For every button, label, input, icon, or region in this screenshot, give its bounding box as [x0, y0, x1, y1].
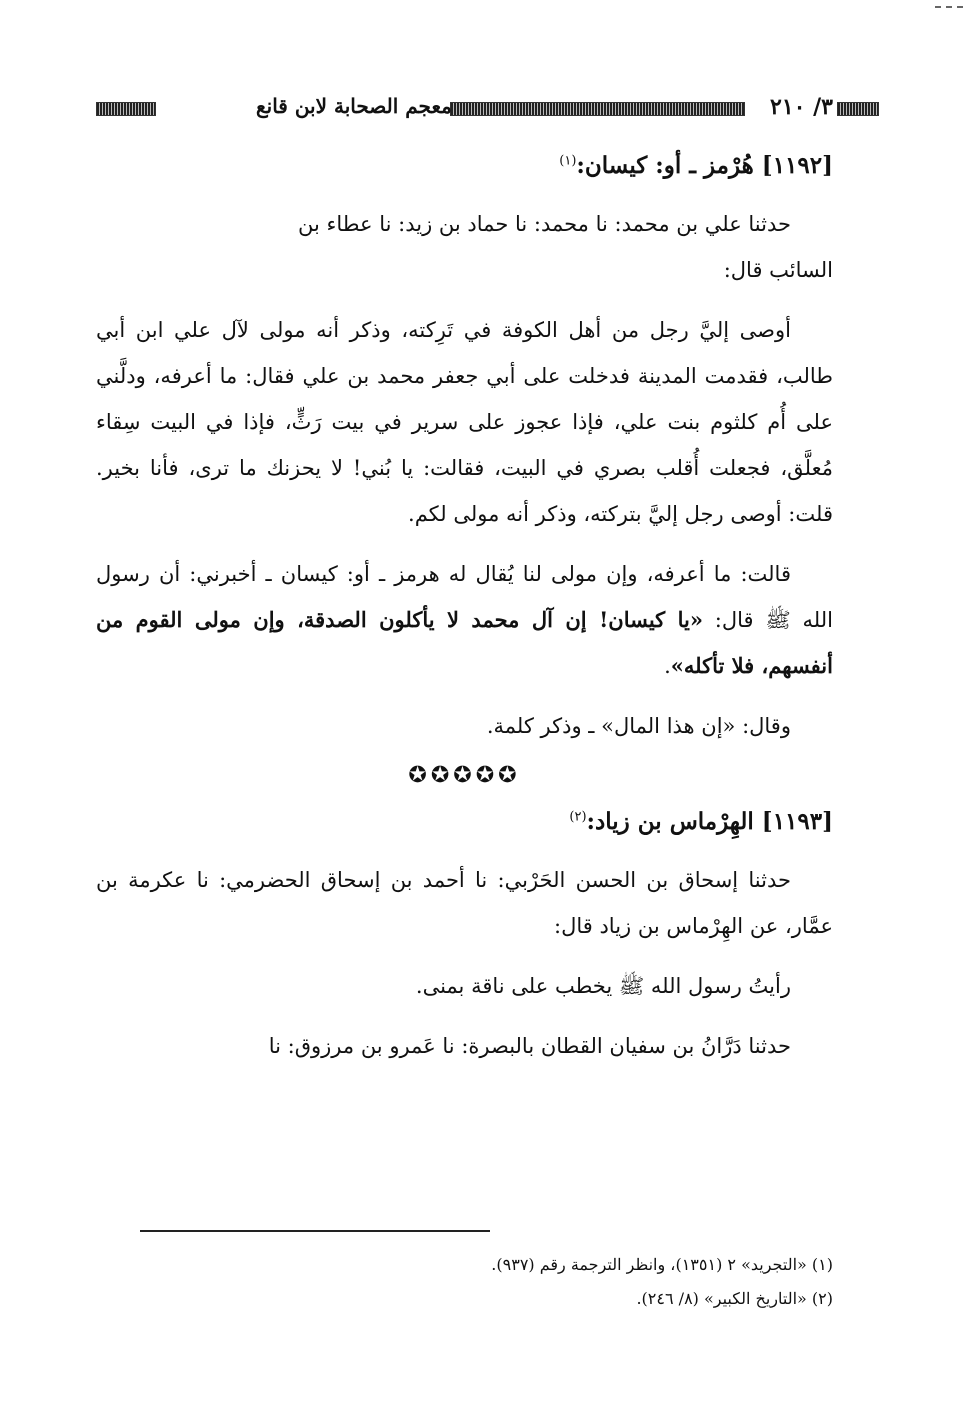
matn-paragraph: رأيتُ رسول الله ﷺ يخطب على ناقة بمنى. — [415, 974, 791, 998]
footnote-ref: (٢) — [569, 809, 587, 825]
page-body — [96, 146, 833, 1083]
narration-end: . — [664, 654, 671, 678]
narration-plain: قالت: ما أعرفه، وإن مولى لنا يُقال له هرمز ـ أو: كيسان ـ أخبرني: أن رسول الله ﷺ قال: — [96, 562, 833, 632]
header-bar-left — [96, 102, 156, 116]
footnotes — [96, 1248, 833, 1316]
book-title: معجم الصحابة لابن قانع — [256, 94, 452, 118]
footnote-2: (٢) «التاريخ الكبير» (٨/ ٢٤٦). — [636, 1289, 833, 1308]
isnad-paragraph — [96, 201, 833, 293]
narration-paragraph-3: وقال: «إن هذا المال» ـ وذكر كلمة. — [486, 714, 791, 738]
corner-mark — [935, 6, 963, 10]
next-isnad: حدثنا دَرَّانُ بن سفيان القطان بالبصرة: نا عَمرو بن مرزوق: نا — [268, 1034, 791, 1058]
isnad-line-b: السائب قال: — [723, 258, 833, 282]
hadith-quote: «يا كيسان! إن آل محمد لا يأكلون الصدقة، وإن مولى القوم من أنفسهم، فلا تأكله» — [96, 607, 833, 678]
entry-heading-text: [١١٩٢] هُرْمز ـ أو: كيسان: — [576, 152, 833, 179]
running-head — [96, 94, 833, 124]
section-separator: ✪✪✪✪✪ — [408, 763, 521, 788]
header-bar-middle — [450, 102, 745, 116]
footnote-ref: (١) — [559, 153, 577, 169]
footnote-divider — [140, 1230, 490, 1232]
footnote-1: (١) «التجريد» ٢ (١٣٥١)، وانظر الترجمة رقم (٩٣٧). — [491, 1255, 833, 1274]
narration-paragraph-1: أوصى إليَّ رجل من أهل الكوفة في تَرِكته، وذكر أنه مولى لآل علي ابن أبي طالب، فقدمت المدينة فدخلت على أبي جعفر محمد بن علي فقال: ما أعرفه، ودلَّني على أُم كلثوم بنت علي، فإذا عجوز على سرير في بيت رَثٍّ، فإذا في البيت سِقاء مُعلَّق، فجعلت أُقلب بصري في البيت، فقالت: يا بُني! لا يحزنك ما ترى، فأنا بخير. قلت: أوصى رجل إليَّ بتركته، وذكر أنه مولى لكم. — [96, 318, 833, 526]
page-number: ٣/ ٢١٠ — [770, 94, 833, 120]
isnad-line-a: حدثنا علي بن محمد: نا محمد: نا حماد بن زيد: نا عطاء بن — [298, 212, 791, 236]
entry-heading-text: [١١٩٣] الهِرْماس بن زياد: — [586, 808, 833, 835]
isnad-paragraph-2: حدثنا إسحاق بن الحسن الحَرْبي: نا أحمد بن إسحاق الحضرمي: نا عكرمة بن عمَّار، عن الهِرْماس بن زياد قال: — [96, 868, 833, 938]
entry-heading-1192 — [96, 152, 833, 179]
narration-paragraph-2 — [96, 551, 833, 689]
header-bar-right — [837, 102, 879, 116]
entry-heading-1193 — [96, 808, 833, 835]
